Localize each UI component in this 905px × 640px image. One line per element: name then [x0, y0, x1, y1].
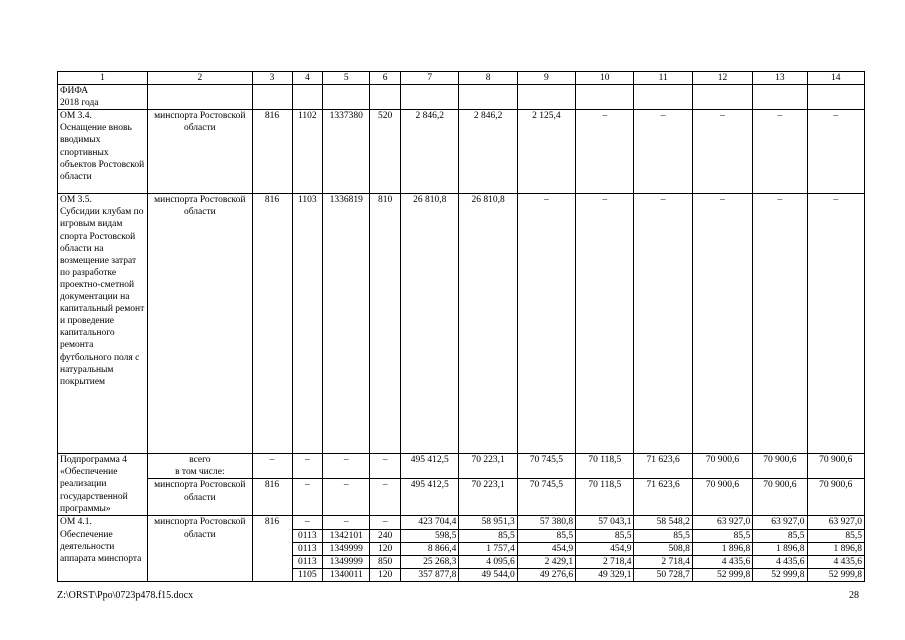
value-cell: 70 223,1 — [459, 479, 517, 516]
vr-cell: – — [370, 479, 401, 516]
csr-cell: – — [323, 516, 370, 529]
executor-cell: всего в том числе: — [148, 454, 252, 479]
csr-cell: – — [323, 454, 370, 479]
value-cell: – — [807, 194, 864, 454]
header-row — [58, 72, 865, 85]
value-cell: 508,8 — [634, 542, 692, 555]
value-cell: 357 877,8 — [401, 568, 459, 581]
csr-cell: 1349999 — [323, 542, 370, 555]
value-cell: 70 223,1 — [459, 454, 517, 479]
value-cell: 26 810,8 — [401, 194, 459, 454]
column-header: 11 — [634, 72, 692, 85]
value-cell: 423 704,4 — [401, 516, 459, 529]
column-header: 9 — [517, 72, 575, 85]
value-cell: 2 846,2 — [459, 110, 517, 194]
value-cell: 2 125,4 — [517, 110, 575, 194]
grbs-cell: 816 — [252, 516, 292, 581]
column-header: 13 — [753, 72, 807, 85]
executor-cell: минспорта Ростовской области — [148, 479, 252, 516]
column-header: 6 — [370, 72, 401, 85]
value-cell: 63 927,0 — [753, 516, 807, 529]
rzpr-cell: 0113 — [292, 542, 323, 555]
table-row — [58, 454, 865, 479]
value-cell: 1 896,8 — [692, 542, 752, 555]
value-cell: – — [692, 110, 752, 194]
rzpr-cell: 0113 — [292, 529, 323, 542]
rzpr-cell: – — [292, 516, 323, 529]
value-cell: 2 718,4 — [576, 555, 634, 568]
value-cell: – — [634, 194, 692, 454]
value-cell: 50 728,7 — [634, 568, 692, 581]
budget-table — [57, 71, 865, 582]
column-header: 3 — [252, 72, 292, 85]
vr-cell: 120 — [370, 568, 401, 581]
value-cell: 2 846,2 — [401, 110, 459, 194]
value-cell: 71 623,6 — [634, 479, 692, 516]
value-cell: 4 435,6 — [692, 555, 752, 568]
value-cell: – — [753, 194, 807, 454]
column-header: 14 — [807, 72, 864, 85]
value-cell: 58 951,3 — [459, 516, 517, 529]
value-cell: 598,5 — [401, 529, 459, 542]
csr-cell: 1342101 — [323, 529, 370, 542]
value-cell: 2 718,4 — [634, 555, 692, 568]
value-cell: 85,5 — [692, 529, 752, 542]
executor-cell: минспорта Ростовской области — [148, 194, 252, 454]
rzpr-cell: 1103 — [292, 194, 323, 454]
value-cell: 52 999,8 — [692, 568, 752, 581]
column-header: 2 — [148, 72, 252, 85]
vr-cell: 520 — [370, 110, 401, 194]
value-cell: 495 412,5 — [401, 479, 459, 516]
value-cell: 49 544,0 — [459, 568, 517, 581]
grbs-cell: 816 — [252, 479, 292, 516]
csr-cell: 1336819 — [323, 194, 370, 454]
table-row — [58, 479, 865, 516]
value-cell: 495 412,5 — [401, 454, 459, 479]
value-cell: 26 810,8 — [459, 194, 517, 454]
vr-cell: – — [370, 454, 401, 479]
table-row — [58, 110, 865, 194]
value-cell: 85,5 — [459, 529, 517, 542]
value-cell: 454,9 — [576, 542, 634, 555]
executor-cell: минспорта Ростовской области — [148, 110, 252, 194]
rzpr-cell: – — [292, 454, 323, 479]
vr-cell: 850 — [370, 555, 401, 568]
rzpr-cell: 0113 — [292, 555, 323, 568]
vr-cell: 810 — [370, 194, 401, 454]
value-cell: 4 435,6 — [753, 555, 807, 568]
value-cell: – — [634, 110, 692, 194]
vr-cell: 120 — [370, 542, 401, 555]
value-cell: 4 095,6 — [459, 555, 517, 568]
row-name: Подпрограмма 4 «Обеспечение реализации государственной программы» — [58, 454, 148, 516]
value-cell: 70 900,6 — [692, 479, 752, 516]
grbs-cell: 816 — [252, 110, 292, 194]
value-cell: 57 380,8 — [517, 516, 575, 529]
value-cell: 85,5 — [517, 529, 575, 542]
value-cell: 70 745,5 — [517, 454, 575, 479]
value-cell: 85,5 — [807, 529, 864, 542]
column-header: 4 — [292, 72, 323, 85]
rzpr-cell: – — [292, 479, 323, 516]
value-cell: 63 927,0 — [807, 516, 864, 529]
row-name: ОМ 4.1. Обеспечение деятельности аппарата минспорта — [58, 516, 148, 581]
csr-cell: – — [323, 479, 370, 516]
value-cell: 85,5 — [634, 529, 692, 542]
table-row — [58, 194, 865, 454]
value-cell: 85,5 — [753, 529, 807, 542]
value-cell: 70 900,6 — [753, 479, 807, 516]
value-cell: 70 745,5 — [517, 479, 575, 516]
csr-cell: 1337380 — [323, 110, 370, 194]
value-cell: 70 900,6 — [753, 454, 807, 479]
value-cell: 4 435,6 — [807, 555, 864, 568]
value-cell: 71 623,6 — [634, 454, 692, 479]
row-name: ФИФА 2018 года — [58, 85, 148, 110]
table-row — [58, 516, 865, 529]
column-header: 10 — [576, 72, 634, 85]
value-cell: – — [517, 194, 575, 454]
value-cell: – — [576, 194, 634, 454]
column-header: 8 — [459, 72, 517, 85]
rzpr-cell: 1102 — [292, 110, 323, 194]
column-header: 1 — [58, 72, 148, 85]
vr-cell: – — [370, 516, 401, 529]
value-cell: – — [807, 110, 864, 194]
value-cell: 1 757,4 — [459, 542, 517, 555]
value-cell: 57 043,1 — [576, 516, 634, 529]
column-header: 12 — [692, 72, 752, 85]
table-row — [58, 85, 865, 110]
value-cell: 1 896,8 — [753, 542, 807, 555]
value-cell: 52 999,8 — [753, 568, 807, 581]
value-cell: 8 866,4 — [401, 542, 459, 555]
value-cell: – — [753, 110, 807, 194]
rzpr-cell: 1105 — [292, 568, 323, 581]
csr-cell: 1340011 — [323, 568, 370, 581]
value-cell: 49 276,6 — [517, 568, 575, 581]
value-cell: 70 118,5 — [576, 479, 634, 516]
page-number: 28 — [849, 590, 859, 601]
value-cell: 49 329,1 — [576, 568, 634, 581]
value-cell: 70 900,6 — [807, 479, 864, 516]
value-cell: 2 429,1 — [517, 555, 575, 568]
value-cell: 70 900,6 — [807, 454, 864, 479]
grbs-cell: 816 — [252, 194, 292, 454]
csr-cell: 1349999 — [323, 555, 370, 568]
column-header: 5 — [323, 72, 370, 85]
value-cell: 63 927,0 — [692, 516, 752, 529]
value-cell: 58 548,2 — [634, 516, 692, 529]
row-name: ОМ 3.5. Субсидии клубам по игровым видам спорта Ростовской области на возмещение затрат по разработке проектно-сметной документации на капитальный ремонт и проведение капитального ремонта футбольного поля с натуральным покрытием — [58, 194, 148, 454]
footer-file-path: Z:\ORST\Ppo\0723p478.f15.docx — [57, 590, 194, 601]
value-cell: 70 900,6 — [692, 454, 752, 479]
row-name: ОМ 3.4. Оснащение вновь вводимых спортивных объектов Ростовской области — [58, 110, 148, 194]
value-cell: – — [692, 194, 752, 454]
vr-cell: 240 — [370, 529, 401, 542]
value-cell: 25 268,3 — [401, 555, 459, 568]
value-cell: 454,9 — [517, 542, 575, 555]
value-cell: 85,5 — [576, 529, 634, 542]
column-header: 7 — [401, 72, 459, 85]
value-cell: 1 896,8 — [807, 542, 864, 555]
value-cell: 52 999,8 — [807, 568, 864, 581]
grbs-cell: – — [252, 454, 292, 479]
value-cell: 70 118,5 — [576, 454, 634, 479]
value-cell: – — [576, 110, 634, 194]
executor-cell: минспорта Ростовской области — [148, 516, 252, 581]
